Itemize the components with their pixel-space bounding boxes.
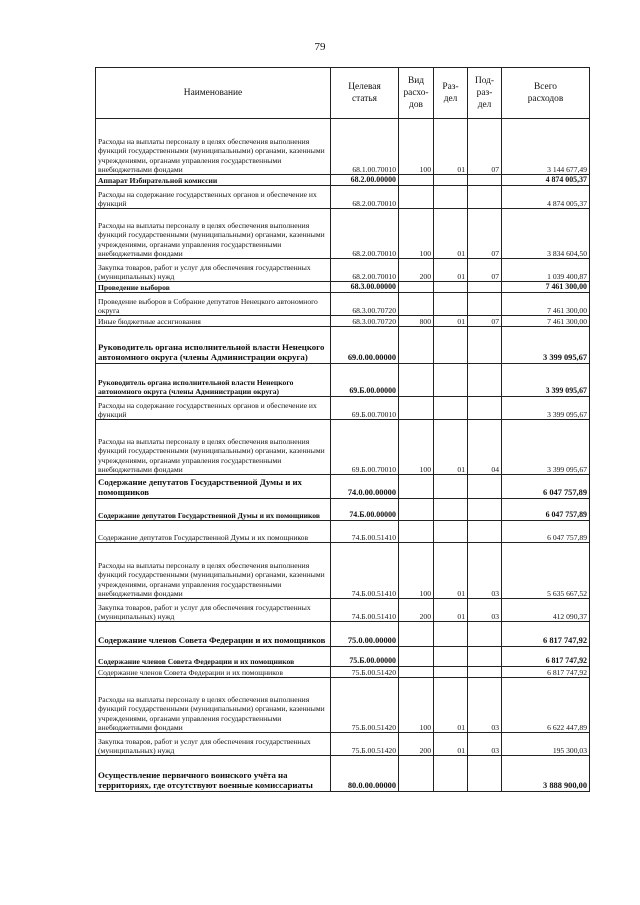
section-cell	[434, 667, 468, 678]
target-article-cell: 68.2.00.70010	[331, 186, 399, 209]
expense-type-cell: 200	[399, 259, 434, 282]
header-subsection: Под- раз- дел	[468, 68, 502, 119]
expense-type-cell	[399, 364, 434, 397]
name-cell: Расходы на выплаты персоналу в целях обеспечения выполнения функций государственными (муниципальными) органами, казенными учреждениями, органами управления государственными внебюджетными фондами	[96, 543, 331, 599]
section-cell: 01	[434, 259, 468, 282]
name-cell: Расходы на выплаты персоналу в целях обеспечения выполнения функций государственными (муниципальными) органами, казенными учреждениями, органами управления государственными внебюджетными фондами	[96, 119, 331, 175]
target-article-cell: 74.Б.00.51410	[331, 521, 399, 543]
table-row	[96, 175, 590, 186]
table-row	[96, 209, 590, 259]
section-cell	[434, 647, 468, 667]
subsection-cell: 07	[468, 316, 502, 327]
target-article-cell: 75.Б.00.51420	[331, 733, 399, 756]
table-row	[96, 397, 590, 420]
name-cell: Осуществление первичного воинского учёта на территориях, где отсутствуют военные комиссариаты	[96, 756, 331, 792]
total-cell: 4 874 005,37	[502, 186, 590, 209]
total-cell: 6 817 747,92	[502, 622, 590, 647]
total-cell: 1 039 400,87	[502, 259, 590, 282]
target-article-cell: 74.Б.00.51410	[331, 599, 399, 622]
table-row	[96, 282, 590, 293]
target-article-cell: 68.2.00.70010	[331, 259, 399, 282]
table-row	[96, 259, 590, 282]
expense-type-cell	[399, 175, 434, 186]
expense-type-cell	[399, 622, 434, 647]
target-article-cell: 75.Б.00.51420	[331, 667, 399, 678]
header-total: Всего расходов	[502, 68, 590, 119]
name-cell: Руководитель органа исполнительной власти Ненецкого автономного округа (члены Администрации округа)	[96, 364, 331, 397]
name-cell: Проведение выборов в Собрание депутатов Ненецкого автономного округа	[96, 293, 331, 316]
section-cell	[434, 521, 468, 543]
section-cell: 01	[434, 599, 468, 622]
target-article-cell: 68.2.00.00000	[331, 175, 399, 186]
expense-type-cell: 100	[399, 209, 434, 259]
total-cell: 6 047 757,89	[502, 521, 590, 543]
table-row	[96, 420, 590, 475]
total-cell: 3 144 677,49	[502, 119, 590, 175]
total-cell: 3 834 604,50	[502, 209, 590, 259]
subsection-cell	[468, 475, 502, 499]
table-row	[96, 599, 590, 622]
subsection-cell	[468, 647, 502, 667]
total-cell: 6 817 747,92	[502, 647, 590, 667]
section-cell	[434, 499, 468, 521]
subsection-cell: 03	[468, 678, 502, 733]
subsection-cell	[468, 756, 502, 792]
section-cell: 01	[434, 543, 468, 599]
table-row	[96, 327, 590, 364]
header-section: Раз- дел	[434, 68, 468, 119]
section-cell	[434, 293, 468, 316]
table-row	[96, 316, 590, 327]
expense-type-cell	[399, 186, 434, 209]
expense-type-cell	[399, 647, 434, 667]
name-cell: Закупка товаров, работ и услуг для обеспечения государственных (муниципальных) нужд	[96, 259, 331, 282]
target-article-cell: 69.Б.00.70010	[331, 397, 399, 420]
total-cell: 3 399 095,67	[502, 420, 590, 475]
target-article-cell: 68.1.00.70010	[331, 119, 399, 175]
table-row	[96, 521, 590, 543]
expense-type-cell	[399, 293, 434, 316]
section-cell	[434, 756, 468, 792]
name-cell: Расходы на содержание государственных органов и обеспечение их функций	[96, 397, 331, 420]
table-header-row	[96, 68, 590, 119]
section-cell: 01	[434, 678, 468, 733]
section-cell	[434, 475, 468, 499]
total-cell: 5 635 667,52	[502, 543, 590, 599]
expense-type-cell	[399, 756, 434, 792]
expense-type-cell: 800	[399, 316, 434, 327]
subsection-cell	[468, 282, 502, 293]
name-cell: Содержание членов Совета Федерации и их помощников	[96, 647, 331, 667]
target-article-cell: 74.Б.00.51410	[331, 543, 399, 599]
name-cell: Содержание членов Совета Федерации и их помощников	[96, 667, 331, 678]
expense-type-cell	[399, 282, 434, 293]
target-article-cell: 80.0.00.00000	[331, 756, 399, 792]
section-cell	[434, 397, 468, 420]
target-article-cell: 68.3.00.70720	[331, 293, 399, 316]
subsection-cell	[468, 521, 502, 543]
subsection-cell	[468, 186, 502, 209]
expense-type-cell: 100	[399, 420, 434, 475]
name-cell: Содержание членов Совета Федерации и их помощников	[96, 622, 331, 647]
header-expense-type: Вид расхо- дов	[399, 68, 434, 119]
total-cell: 3 399 095,67	[502, 397, 590, 420]
section-cell	[434, 622, 468, 647]
table-row	[96, 364, 590, 397]
target-article-cell: 68.3.00.70720	[331, 316, 399, 327]
subsection-cell	[468, 622, 502, 647]
section-cell: 01	[434, 733, 468, 756]
subsection-cell: 04	[468, 420, 502, 475]
target-article-cell: 68.3.00.00000	[331, 282, 399, 293]
subsection-cell	[468, 667, 502, 678]
table-row	[96, 543, 590, 599]
name-cell: Содержание депутатов Государственной Думы и их помощников	[96, 475, 331, 499]
subsection-cell: 07	[468, 119, 502, 175]
target-article-cell: 68.2.00.70010	[331, 209, 399, 259]
table-row	[96, 667, 590, 678]
expense-type-cell: 200	[399, 599, 434, 622]
expense-type-cell: 100	[399, 543, 434, 599]
target-article-cell: 74.0.00.00000	[331, 475, 399, 499]
table-row	[96, 499, 590, 521]
name-cell: Закупка товаров, работ и услуг для обеспечения государственных (муниципальных) нужд	[96, 599, 331, 622]
name-cell: Руководитель органа исполнительной власти Ненецкого автономного округа (члены Администрации округа)	[96, 327, 331, 364]
section-cell: 01	[434, 316, 468, 327]
expense-type-cell	[399, 521, 434, 543]
expense-type-cell	[399, 327, 434, 364]
section-cell	[434, 282, 468, 293]
subsection-cell: 03	[468, 733, 502, 756]
target-article-cell: 75.Б.00.51420	[331, 678, 399, 733]
section-cell	[434, 186, 468, 209]
name-cell: Расходы на выплаты персоналу в целях обеспечения выполнения функций государственными (муниципальными) органами, казенными учреждениями, органами управления государственными внебюджетными фондами	[96, 678, 331, 733]
section-cell	[434, 364, 468, 397]
table-row	[96, 756, 590, 792]
table-row	[96, 293, 590, 316]
total-cell: 4 874 005,37	[502, 175, 590, 186]
target-article-cell: 75.Б.00.00000	[331, 647, 399, 667]
target-article-cell: 69.Б.00.00000	[331, 364, 399, 397]
table-row	[96, 678, 590, 733]
expense-type-cell: 200	[399, 733, 434, 756]
total-cell: 6 047 757,89	[502, 499, 590, 521]
subsection-cell: 07	[468, 209, 502, 259]
subsection-cell	[468, 293, 502, 316]
section-cell: 01	[434, 420, 468, 475]
table-row	[96, 119, 590, 175]
total-cell: 3 399 095,67	[502, 327, 590, 364]
table-row	[96, 622, 590, 647]
total-cell: 7 461 300,00	[502, 282, 590, 293]
target-article-cell: 74.Б.00.00000	[331, 499, 399, 521]
total-cell: 7 461 300,00	[502, 316, 590, 327]
total-cell: 7 461 300,00	[502, 293, 590, 316]
expense-type-cell: 100	[399, 119, 434, 175]
section-cell: 01	[434, 209, 468, 259]
name-cell: Иные бюджетные ассигнования	[96, 316, 331, 327]
header-name: Наименование	[96, 68, 331, 119]
budget-table	[95, 67, 590, 792]
total-cell: 195 300,03	[502, 733, 590, 756]
expense-type-cell	[399, 475, 434, 499]
page-number: 79	[314, 41, 326, 53]
table-row	[96, 475, 590, 499]
total-cell: 6 817 747,92	[502, 667, 590, 678]
table-row	[96, 647, 590, 667]
section-cell: 01	[434, 119, 468, 175]
name-cell: Проведение выборов	[96, 282, 331, 293]
subsection-cell: 03	[468, 599, 502, 622]
expense-type-cell	[399, 397, 434, 420]
total-cell: 3 399 095,67	[502, 364, 590, 397]
expense-type-cell: 100	[399, 678, 434, 733]
subsection-cell	[468, 175, 502, 186]
total-cell: 6 622 447,89	[502, 678, 590, 733]
total-cell: 3 888 900,00	[502, 756, 590, 792]
name-cell: Расходы на содержание государственных органов и обеспечение их функций	[96, 186, 331, 209]
subsection-cell	[468, 327, 502, 364]
subsection-cell	[468, 499, 502, 521]
target-article-cell: 69.0.00.00000	[331, 327, 399, 364]
total-cell: 412 090,37	[502, 599, 590, 622]
subsection-cell: 07	[468, 259, 502, 282]
subsection-cell: 03	[468, 543, 502, 599]
table-row	[96, 186, 590, 209]
section-cell	[434, 175, 468, 186]
total-cell: 6 047 757,89	[502, 475, 590, 499]
subsection-cell	[468, 364, 502, 397]
expense-type-cell	[399, 667, 434, 678]
table-row	[96, 733, 590, 756]
name-cell: Расходы на выплаты персоналу в целях обеспечения выполнения функций государственными (муниципальными) органами, казенными учреждениями, органами управления государственными внебюджетными фондами	[96, 209, 331, 259]
name-cell: Аппарат Избирательной комиссии	[96, 175, 331, 186]
expense-type-cell	[399, 499, 434, 521]
subsection-cell	[468, 397, 502, 420]
name-cell: Содержание депутатов Государственной Думы и их помощников	[96, 499, 331, 521]
name-cell: Расходы на выплаты персоналу в целях обеспечения выполнения функций государственными (муниципальными) органами, казенными учреждениями, органами управления государственными внебюджетными фондами	[96, 420, 331, 475]
name-cell: Содержание депутатов Государственной Думы и их помощников	[96, 521, 331, 543]
section-cell	[434, 327, 468, 364]
target-article-cell: 69.Б.00.70010	[331, 420, 399, 475]
name-cell: Закупка товаров, работ и услуг для обеспечения государственных (муниципальных) нужд	[96, 733, 331, 756]
target-article-cell: 75.0.00.00000	[331, 622, 399, 647]
header-target-article: Целевая статья	[331, 68, 399, 119]
